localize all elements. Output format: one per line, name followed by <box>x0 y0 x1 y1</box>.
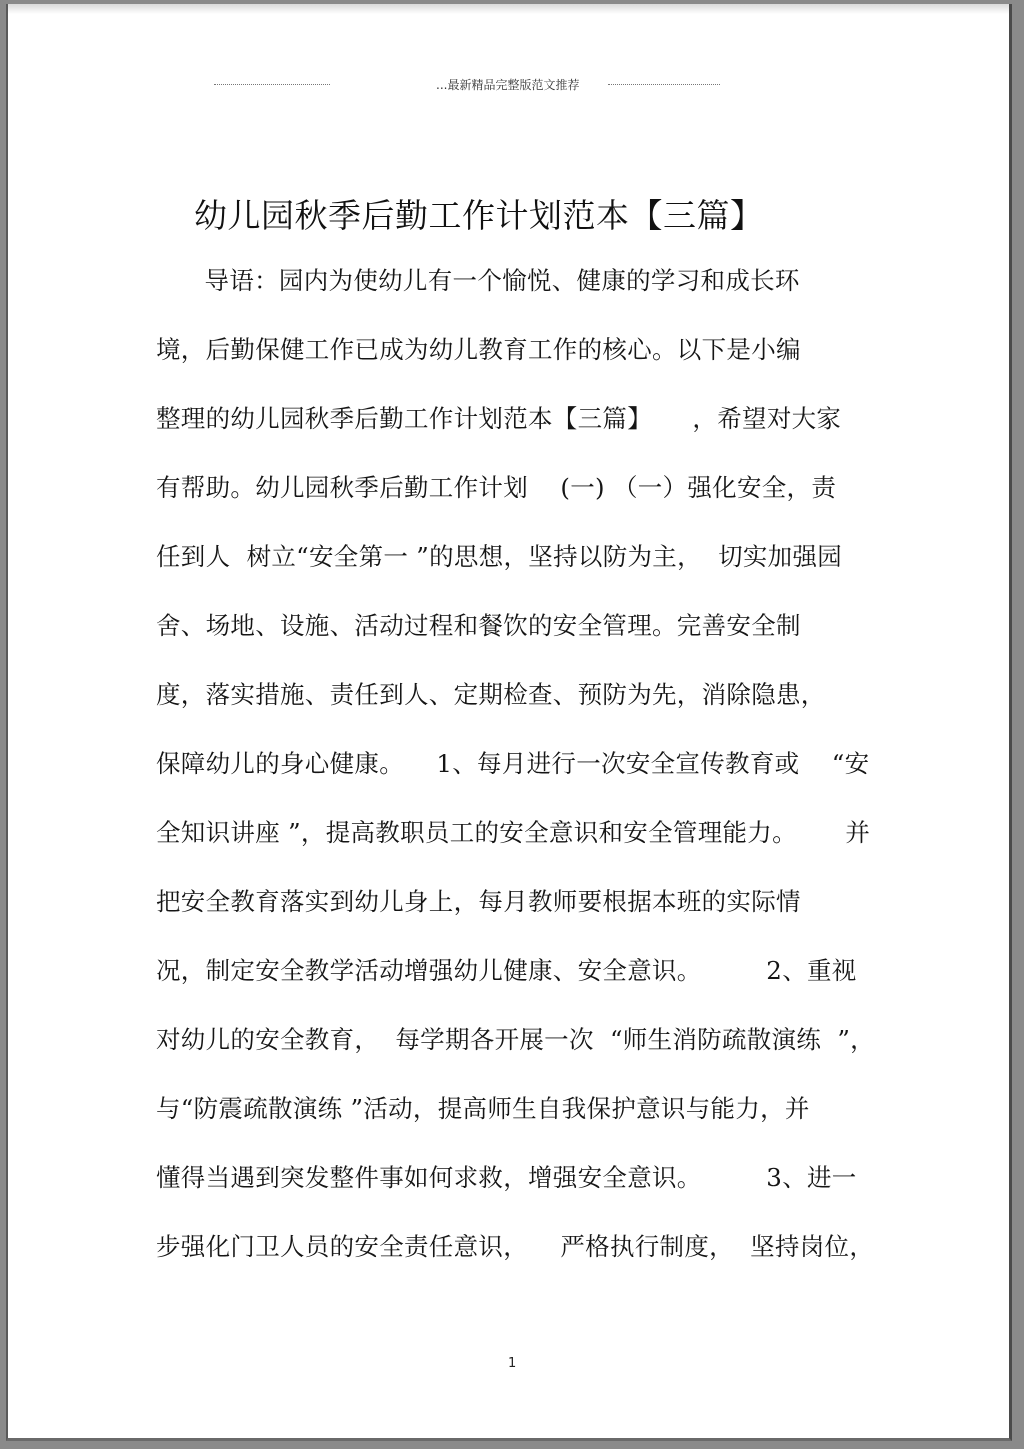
page-top-edge <box>8 4 1009 14</box>
body-line: 与“防震疏散演练 ”活动，提高师生自我保护意识与能力，并 <box>156 1094 810 1123</box>
body-line: 况，制定安全教学活动增强幼儿健康、安全意识。 2、重视 <box>156 956 857 985</box>
body-line: 保障幼儿的身心健康。 1、每月进行一次安全宣传教育或 “安 <box>156 749 870 778</box>
page-number: 1 <box>508 1356 517 1371</box>
body-line: 把安全教育落实到幼儿身上，每月教师要根据本班的实际情 <box>156 887 801 916</box>
body-line: 任到人 树立“安全第一 ”的思想，坚持以防为主， 切实加强园 <box>156 542 843 571</box>
document-title: 幼儿园秋季后勤工作计划范本【三篇】 <box>194 196 764 235</box>
document-page <box>6 4 1012 1441</box>
body-line: 有帮助。幼儿园秋季后勤工作计划 (一) （一）强化安全，责 <box>156 473 837 502</box>
body-line: 懂得当遇到突发整件事如何求救，增强安全意识。 3、进一 <box>156 1163 857 1192</box>
body-line: 整理的幼儿园秋季后勤工作计划范本【三篇】 ，希望对大家 <box>156 404 842 433</box>
header-text: ...最新精品完整版范文推荐 <box>436 78 580 92</box>
page-header <box>8 76 1009 96</box>
body-line: 度，落实措施、责任到人、定期检查、预防为先，消除隐患， <box>156 680 826 709</box>
body-line: 舍、场地、设施、活动过程和餐饮的安全管理。完善安全制 <box>156 611 801 640</box>
body-line: 步强化门卫人员的安全责任意识， 严格执行制度， 坚持岗位， <box>156 1232 875 1261</box>
header-dotted-line-left <box>214 84 330 85</box>
body-line: 导语：园内为使幼儿有一个愉悦、健康的学习和成长环 <box>156 266 800 295</box>
header-dotted-line-right <box>608 84 720 85</box>
body-line: 对幼儿的安全教育， 每学期各开展一次 “师生消防疏散演练 ”， <box>156 1025 875 1054</box>
document-body <box>156 260 876 1295</box>
body-line: 全知识讲座 ”，提高教职员工的安全意识和安全管理能力。 并 <box>156 818 871 847</box>
body-line: 境，后勤保健工作已成为幼儿教育工作的核心。以下是小编 <box>156 335 801 364</box>
